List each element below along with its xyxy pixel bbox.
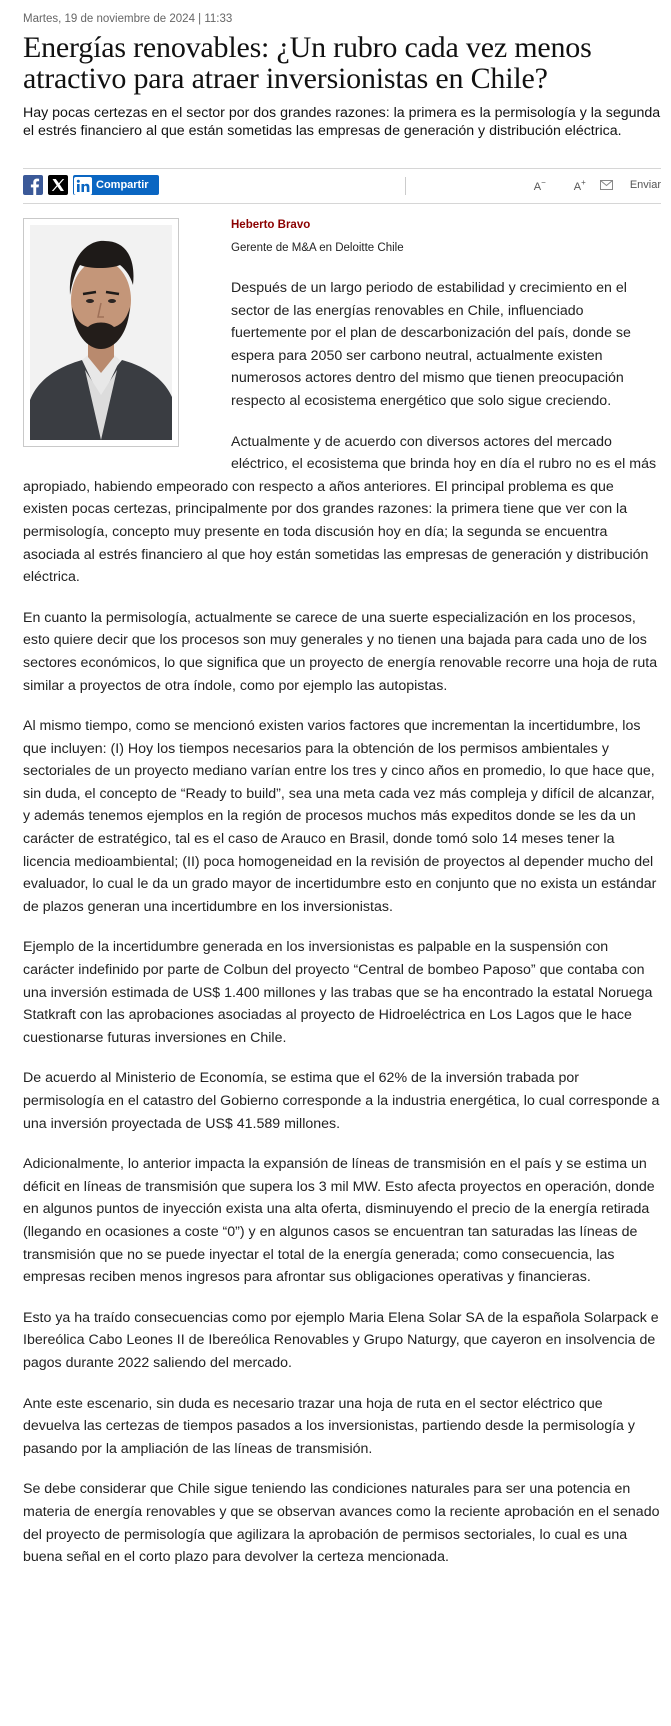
font-increase-button[interactable]: A+ [573,178,586,193]
article-title: Energías renovables: ¿Un rubro cada vez menos atractivo para atraer inversionistas en Chile? [23,31,592,95]
font-increase-label: A [573,180,582,193]
font-decrease-button[interactable]: A− [533,178,546,193]
article-paragraph: Adicionalmente, lo anterior impacta la expansión de líneas de transmisión en el país y se estima un déficit en líneas de transmisión que supera los 3 mil MW. Esto afecta proyectos en operación, donde en algunos puntos de inyección exista una alta oferta, disminuyendo el precio de la energía retirada (llegando en ocasiones a coste “0”) y en algunos casos se encuentran tan saturadas las líneas de transmisión que no se puede inyectar el total de la energía generada; como consecuencia, las empresas reciben menos ingresos para afrontar sus obligaciones operativas y financieras. [23,1156,655,1286]
share-icons [23,175,159,195]
x-icon [48,175,68,195]
linkedin-share-label: Compartir [96,179,149,191]
author-name: Heberto Bravo [231,219,311,231]
send-label: Enviar [629,179,661,192]
author-portrait-image [30,225,172,440]
article-paragraph: Esto ya ha traído consecuencias como por ejemplo Maria Elena Solar SA de la española Solarpack e Ibereólica Cabo Leones II de Ibereólica Renovables y Grupo Naturgy, que cayeron en insolvencia de pagos durante 2022 saliendo del mercado. [23,1309,659,1371]
article-paragraph: Ejemplo de la incertidumbre generada en los inversionistas es palpable en la suspensión con carácter indefinido por parte de Colbun del proyecto “Central de bombeo Paposo” que contaba con una inversión estimada de US$ 1.400 millones y las trabas que se ha encontrado la estatal Noruega Statkraft con las aprobaciones asociadas al proyecto de Hidroeléctrica en Los Lagos que le hace cuestionarse futuras inversiones en Chile. [23,939,653,1046]
font-decrease-label: A [533,180,542,193]
author-photo-frame [23,218,179,447]
article-body [23,218,661,1569]
article-paragraph: Ante este escenario, sin duda es necesario trazar una hoja de ruta en el sector eléctrico que devuelva las certezas de tiempos pasados a los inversionistas, partiendo desde la permisología y pasando por la ampliación de las líneas de transmisión. [23,1395,635,1457]
article-paragraph: Al mismo tiempo, como se mencionó existen varios factores que incrementan la incertidumbre, los que incluyen: (I) Hoy los tiempos necesarios para la obtención de los permisos ambientales y sectoriales de un proyecto mediano varían entre los tres y cinco años en promedio, lo que hace que, sin duda, el concepto de “Ready to build”, sea una meta cada vez más compleja y difícil de alcanzar, y además tenemos ejemplos en la región de procesos muchos más expeditos donde se les da un carácter de estratégico, tal es el caso de Arauco en Brasil, donde tomó solo 14 meses tener la licencia medioambiental; (II) poca homogeneidad en la revisión de proyectos al depender mucho del evaluador, lo cual le da un grado mayor de incertidumbre esto en conjunto que no exista un estándar de plazos generan una incertidumbre en los inversionistas. [23,718,657,915]
linkedin-icon [74,177,92,195]
article-subtitle: Hay pocas certezas en el sector por dos grandes razones: la primera es la permisología y la segunda el estrés financiero al que están sometidas las empresas de generación y distribución eléctrica. [23,105,661,139]
author-photo [30,225,172,440]
x-share-button[interactable] [48,175,68,195]
article-paragraph: Después de un largo periodo de estabilidad y crecimiento en el sector de las energías renovables en Chile, influenciado fuertemente por el plan de descarbonización del país, donde se espera para 2050 ser carbono neutral, actualmente existen numerosos actores dentro del mismo que tienen preocupación respecto al ecosistema energético que solo sigue creciendo. [231,280,631,409]
article-paragraph: Se debe considerar que Chile sigue teniendo las condiciones naturales para ser una potencia en materia de energía renovables y que se observan avances como la reciente aprobación en el senado del proyecto de permisología que agilizara la aprobación de permisos sectoriales, lo cual es una buena señal en el corto plazo para devolver la certeza mencionada. [23,1481,660,1566]
facebook-share-button[interactable] [23,175,43,195]
article-date: Martes, 19 de noviembre de 2024 | 11:33 [23,13,233,25]
text-tools [506,178,661,193]
share-toolbar [23,168,661,204]
article-paragraph: De acuerdo al Ministerio de Economía, se estima que el 62% de la inversión trabada por permisología en el catastro del Gobierno corresponde a la industria energética, lo cual corresponde a una inversión proyectada de US$ 41.589 millones. [23,1070,660,1132]
author-role: Gerente de M&A en Deloitte Chile [231,242,404,254]
linkedin-share-button[interactable] [73,175,159,195]
article-paragraph: Actualmente y de acuerdo con diversos actores del mercado eléctrico, el ecosistema que brinda hoy en día el rubro no es el más apropiado, habiendo empeorado con respecto a años anteriores. El principal problema es que existen pocas certezas, principalmente por dos grandes razones: la primera tiene que ver con la permisología, concepto muy presente en toda discusión hoy en día; la segunda se encuentra asociada al estrés financiero al que hoy están sometidas las empresas de generación y distribución eléctrica. [23,433,657,586]
envelope-icon [600,180,613,190]
facebook-icon [23,175,43,195]
article-container [23,0,661,1569]
send-button[interactable] [600,179,661,191]
article-paragraph: En cuanto la permisología, actualmente se carece de una suerte especialización en los procesos, esto quiere decir que los procesos son muy generales y no tienen una bajada para cada uno de los sectores económicos, lo que significa que un proyecto de energía renovable recorre una hoja de ruta similar a proyectos de otra índole, como por ejemplo las autopistas. [23,609,658,694]
toolbar-divider [405,177,406,195]
